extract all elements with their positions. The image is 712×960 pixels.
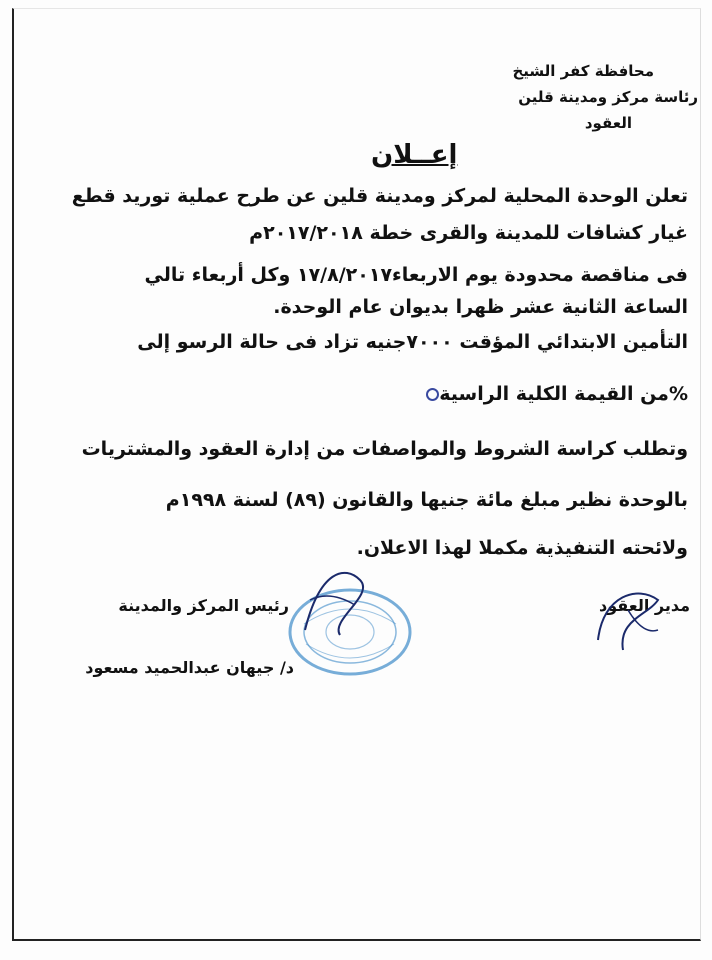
body-line-4: الساعة الثانية عشر ظهرا بديوان عام الوحدة. [273,296,688,318]
body-line-9: ولائحته التنفيذية مكملا لهذا الاعلان. [356,537,688,559]
body-line-7: وتطلب كراسة الشروط والمواصفات من إدارة العقود والمشتريات [81,438,688,460]
signature-head-name: د/ جيهان عبدالحميد مسعود [85,658,294,677]
body-line-8: بالوحدة نظير مبلغ مائة جنيها والقانون (٨٩) لسنة ١٩٩٨م [165,489,688,511]
signature-contracts-manager: مدير العقود [599,596,690,615]
body-line-5: التأمين الابتدائي المؤقت ٧٠٠٠جنيه تزاد فى حالة الرسو إلى [137,331,688,353]
header-governorate: محافظة كفر الشيخ [512,62,654,80]
bullet-icon [426,388,439,401]
page-border [12,8,701,941]
page-title: إعــلان [371,140,458,170]
body-line-6-text: %من القيمة الكلية الراسية [439,383,688,405]
manager-signature-scribble [588,580,668,655]
body-line-2: غيار كشافات للمدينة والقرى خطة ٢٠١٧/٢٠١٨م [249,222,688,244]
header-department: العقود [584,114,632,132]
body-line-3: فى مناقصة محدودة يوم الاربعاء١٧/٨/٢٠١٧ وكل أربعاء تالي [144,264,688,286]
head-signature-scribble [300,560,370,640]
header-council: رئاسة مركز ومدينة قلين [518,88,698,106]
signature-head-title: رئيس المركز والمدينة [118,596,289,615]
body-line-1: تعلن الوحدة المحلية لمركز ومدينة قلين عن طرح عملية توريد قطع [71,185,688,207]
body-line-6 [420,383,688,405]
